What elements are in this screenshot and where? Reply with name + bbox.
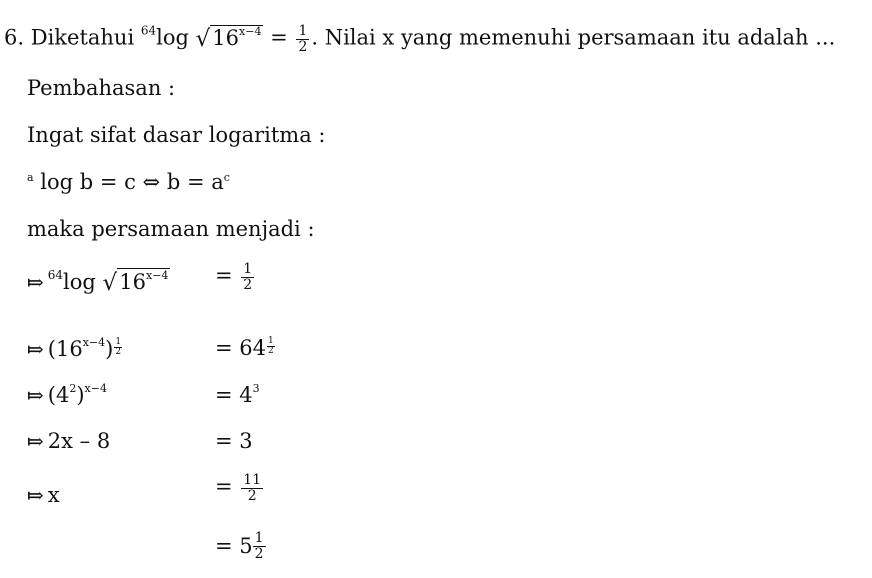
step-2-rhs-value: = 64 (215, 336, 266, 360)
question-number: 6. (4, 25, 25, 50)
property-text: log b = c ⇔ b = a (40, 170, 224, 194)
step-1-lhs (27, 268, 170, 296)
step-4-lhs-value: 2x – 8 (47, 429, 111, 453)
step-3-rhs-value: = 4 (215, 383, 253, 407)
question-tail: . Nilai x yang memenuhi persamaan itu adalah ... (311, 25, 836, 50)
step-3-close: ) (76, 383, 85, 407)
step-1-log-base: 64 (47, 268, 64, 282)
radicand-base: 16 (212, 25, 240, 50)
step-4-lhs (27, 429, 110, 453)
step-6-value: = 5 (215, 534, 253, 559)
step-1-square-root: $√16^{x-4}$ (102, 269, 169, 296)
step-2-close: ) (105, 337, 114, 361)
question-intro: Diketahui (30, 25, 135, 50)
step-2-power-fraction: $\frac{1}{2}$ (115, 337, 122, 357)
step-5-equals: = (215, 474, 233, 499)
step-2-rhs (215, 336, 275, 360)
step-3-inner-exp: 2 (69, 382, 77, 395)
step-2-open: (16 (47, 337, 83, 361)
step-3-outer-exp: x−4 (84, 382, 107, 395)
implies-arrow-icon: ⤇ (27, 429, 44, 453)
question-line (4, 24, 835, 54)
step-5-lhs (27, 483, 60, 507)
step-1-radicand-base: 16 (119, 270, 146, 294)
log-base: 64 (140, 23, 157, 38)
property-exponent: c (223, 171, 230, 184)
implies-arrow-icon: ⤇ (27, 383, 44, 407)
log-text: log (156, 25, 189, 50)
implies-arrow-icon: ⤇ (27, 337, 44, 361)
step-2-lhs (27, 336, 122, 361)
step-2-exp: x−4 (82, 336, 106, 349)
step-1-equals: = (215, 263, 233, 288)
step-5-fraction: $\frac{11}{2}$ (243, 472, 262, 504)
step-1-rhs (215, 262, 256, 292)
step-6-rhs (215, 531, 268, 561)
step-1-log: log (63, 270, 96, 294)
step-6-fraction: $\frac{1}{2}$ (254, 530, 264, 562)
maka-text: maka persamaan menjadi : (27, 217, 315, 241)
step-1-fraction: $\frac{1}{2}$ (243, 261, 253, 293)
step-3-rhs-exp: 3 (252, 382, 260, 395)
implies-arrow-icon: ⤇ (27, 483, 44, 507)
square-root: $√16^{x-4}$ (195, 24, 262, 52)
radicand-exponent: x−4 (239, 24, 262, 38)
step-5-lhs-value: x (47, 483, 60, 507)
step-2-rhs-power-fraction: $\frac{1}{2}$ (268, 336, 274, 356)
step-5-rhs (215, 473, 265, 503)
step-3-lhs (27, 382, 107, 407)
step-3-rhs (215, 382, 260, 407)
equals-sign: = (270, 25, 288, 50)
property-base: a (27, 171, 34, 184)
ingat-text: Ingat sifat dasar logaritma : (27, 123, 326, 147)
implies-arrow-icon: ⤇ (27, 270, 44, 294)
step-4-rhs: = 3 (215, 429, 253, 453)
step-6-mixed-number (215, 531, 268, 561)
pembahasan-heading: Pembahasan : (27, 76, 176, 100)
fraction-half: $\frac{1}{2}$ (298, 23, 308, 55)
step-1-radicand-exp: x−4 (145, 269, 169, 282)
log-property (27, 172, 230, 193)
step-3-open: (4 (47, 383, 70, 407)
